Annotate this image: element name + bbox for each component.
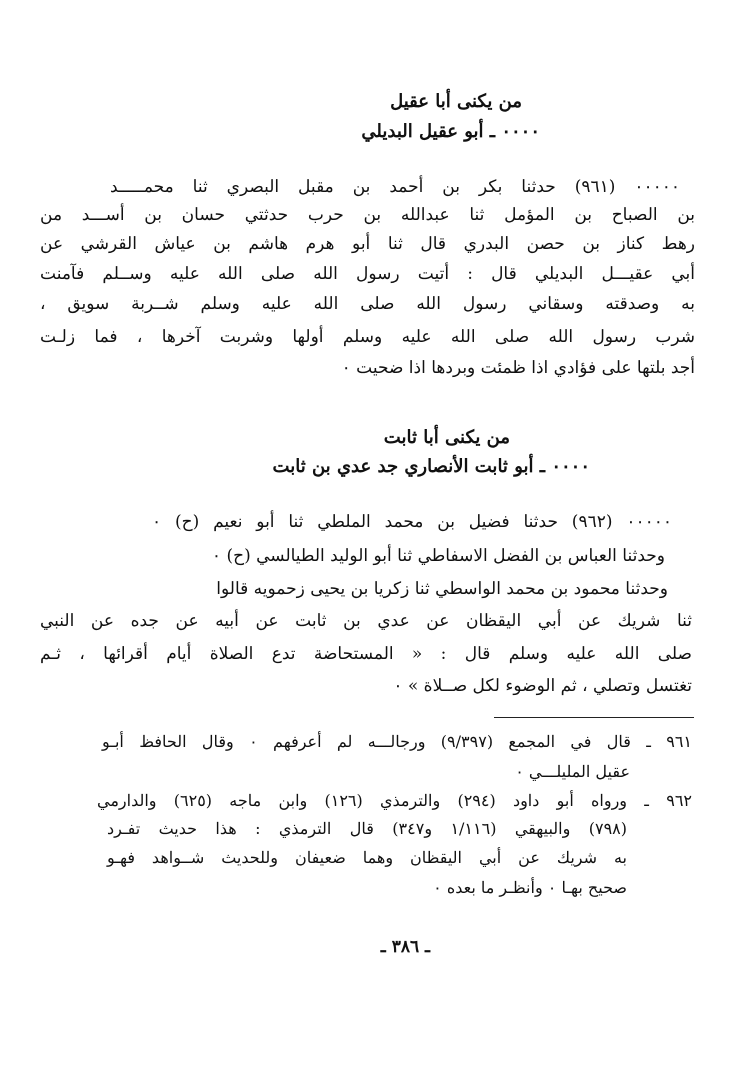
page-number: ـ ٣٨٦ ـ — [380, 937, 430, 957]
section-heading-abu-thabit: من يكنى أبا ثابت — [383, 427, 510, 448]
footnote-961-line-2: عقيل المليلـــي ٠ — [515, 762, 630, 781]
hadith-962-line-6: تغتسل وتصلي ، ثم الوضوء لكل صــلاة » ٠ — [393, 676, 692, 696]
hadith-961-line-7: أجد بلتها على فؤادي اذا ظمئت وبردها اذا ضحيت ٠ — [341, 358, 695, 378]
hadith-961-line-5: به وصدقته وسقاني رسول الله صلى الله عليه وسلم شــربة سويق ، — [40, 294, 695, 314]
hadith-962-line-4: ثنا شريك عن أبي اليقظان عن عدي بن ثابت عن أبيه عن جده عن النبي — [40, 611, 692, 631]
footnote-962-line-4: صحيح بهـا ٠ وأنظـر ما بعده ٠ — [433, 878, 627, 897]
footnote-962-line-3: به شريك عن أبي اليقظان وهما ضعيفان وللحديث شــواهد فهـو — [107, 848, 627, 867]
section-heading-abu-aqil: من يكنى أبا عقيل — [390, 91, 522, 112]
hadith-962-line-3: وحدثنا محمود بن محمد الواسطي ثنا زكريا بن يحيى زحمويه قالوا — [216, 579, 668, 599]
hadith-961-line-3: رهط كناز بن حصن البدري قال ثنا أبو هرم هاشم بن عياش القرشي عن — [40, 234, 695, 254]
hadith-961-line-4: أبي عقيـــل البديلي قال : أتيت رسول الله صلى الله عليه وســلم فآمنت — [40, 264, 695, 284]
footnote-962-line-1: ٩٦٢ ـ ورواه أبو داود (٢٩٤) والترمذي (١٢٦) وابن ماجه (٦٢٥) والدارمي — [97, 791, 692, 810]
hadith-961-line-6: شرب رسول الله صلى الله عليه وسلم أولها وشربت آخرها ، فما زلـت — [40, 327, 695, 347]
hadith-962-line-1: ٠٠٠٠٠ (٩٦٢) حدثنا فضيل بن محمد الملطي ثنا أبو نعيم (ح) ٠ — [152, 512, 672, 532]
hadith-961-line-1: ٠٠٠٠٠ (٩٦١) حدثنا بكر بن أحمد بن مقبل البصري ثنا محمـــــد — [110, 177, 680, 197]
section-subheading-abu-aqil: ٠٠٠٠ ـ أبو عقيل البديلي — [361, 121, 540, 142]
hadith-962-line-2: وحدثنا العباس بن الفضل الاسفاطي ثنا أبو الوليد الطيالسي (ح) ٠ — [211, 546, 665, 566]
footnote-962-line-2: (٧٩٨) والبيهقي (١/١١٦ و٣٤٧) قال الترمذي : هذا حديث تفـرد — [107, 819, 628, 838]
footnote-961-line-1: ٩٦١ ـ قال في المجمع (٩/٣٩٧) ورجالـــه لم أعرفهم ٠ وقال الحافظ أبـو — [102, 732, 693, 751]
hadith-962-line-5: صلى الله عليه وسلم قال : « المستحاضة تدع الصلاة أيام أقرائها ، ثـم — [40, 644, 692, 664]
hadith-961-line-2: بن الصباح بن المؤمل ثنا عبدالله بن حرب حدثتي حسان بن أســـد من — [40, 205, 695, 225]
section-subheading-abu-thabit: ٠٠٠٠ ـ أبو ثابت الأنصاري جد عدي بن ثابت — [272, 456, 590, 477]
footnote-separator — [494, 717, 694, 718]
